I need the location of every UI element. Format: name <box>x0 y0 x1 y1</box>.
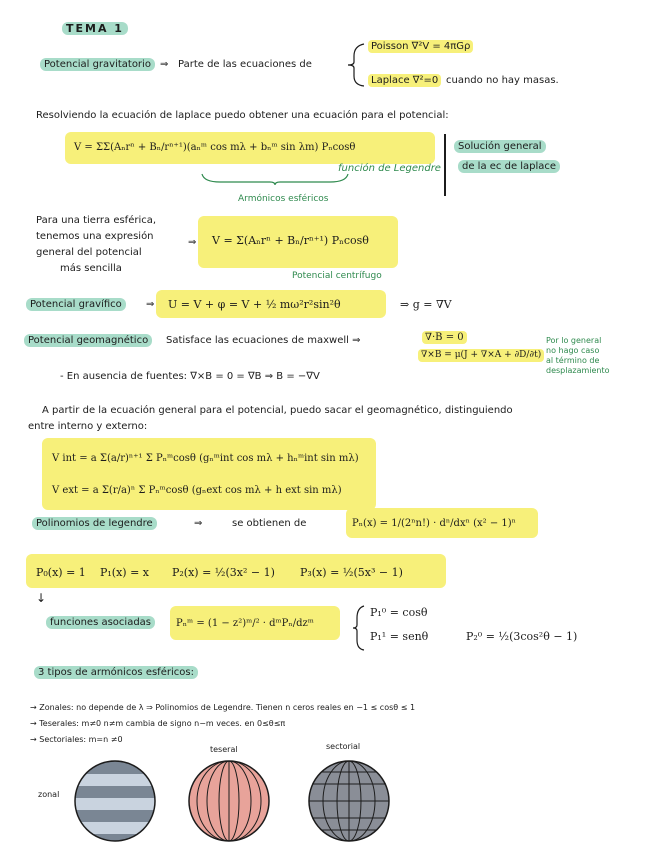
tipo-teserales: → Teserales: m≠0 n≠m cambia de signo n−m veces. en 0≤θ≤π <box>30 719 286 728</box>
underbrace-icon <box>200 172 350 186</box>
solucion-line2: de la ec de laplace <box>458 160 560 173</box>
maxwell-note-3: al término de <box>546 356 600 365</box>
page-title: TEMA 1 <box>62 22 128 35</box>
tierra-line-3: general del potencial <box>36 247 142 258</box>
poisson-eq: Poisson ∇²V = 4πGρ <box>368 40 473 53</box>
solucion-line1: Solución general <box>454 140 546 153</box>
gravifico-eq: U = V + φ = V + ½ mω²r²sin²θ <box>168 298 341 311</box>
sectorial-sphere <box>306 758 392 844</box>
asociadas-label: funciones asociadas <box>46 616 155 629</box>
brace-icon <box>346 42 366 88</box>
geomag-label: Potencial geomagnético <box>24 334 152 347</box>
p0-eq: P₀(x) = 1 <box>36 566 86 579</box>
pot-grav-label: Potencial gravitatorio <box>40 58 155 71</box>
maxwell-note-4: desplazamiento <box>546 366 610 375</box>
partir-line-1: A partir de la ecuación general para el potencial, puedo sacar el geomagnético, distinguiendo <box>42 405 513 416</box>
teseral-label: teseral <box>210 745 238 754</box>
gravifico-result: ⇒ g = ∇V <box>400 298 452 311</box>
sectorial-label: sectorial <box>326 742 361 751</box>
tierra-arrow: ⇒ <box>188 237 197 248</box>
ausencia-text: - En ausencia de fuentes: ∇×B = 0 = ∇B ⇒ B = −∇V <box>60 371 320 382</box>
pot-grav-text: Parte de las ecuaciones de <box>178 59 312 70</box>
armonicas-note: Armónicos esféricos <box>238 194 329 204</box>
p2-eq: P₂(x) = ½(3x² − 1) <box>172 566 275 579</box>
polinomios-text: se obtienen de <box>232 518 307 529</box>
resolviendo-text: Resolviendo la ecuación de laplace puedo obtener una ecuación para el potencial: <box>36 110 449 121</box>
general-eq: V = ΣΣ(Aₙrⁿ + Bₙ/rⁿ⁺¹)(aₙᵐ cos mλ + bₙᵐ sin λm) Pₙcosθ <box>74 142 356 153</box>
geomag-text: Satisface las ecuaciones de maxwell ⇒ <box>166 335 361 346</box>
tierra-line-4: más sencilla <box>60 263 122 274</box>
laplace-note: cuando no hay masas. <box>446 75 559 86</box>
asociadas-eq: Pₙᵐ = (1 − z²)ᵐ/² · dᵐPₙ/dzᵐ <box>176 618 314 629</box>
maxwell-note-2: no hago caso <box>546 346 600 355</box>
maxwell-eq-2: ∇×B = μ(J + ∇×A + ∂D/∂t) <box>418 349 544 362</box>
legendre-note: función de Legendre <box>338 163 441 174</box>
tierra-line-2: tenemos una expresión <box>36 231 154 242</box>
teseral-sphere <box>186 758 272 844</box>
polinomios-eq: Pₙ(x) = 1/(2ⁿn!) · dⁿ/dxⁿ (x² − 1)ⁿ <box>352 518 516 529</box>
laplace-eq: Laplace ∇²=0 <box>368 74 441 87</box>
divider-line <box>444 134 446 196</box>
p11-eq: P₁¹ = senθ <box>370 630 429 643</box>
gravifico-label: Potencial gravífico <box>26 298 126 311</box>
tipos-heading: 3 tipos de armónicos esféricos: <box>34 666 198 679</box>
p1-eq: P₁(x) = x <box>100 566 150 579</box>
maxwell-note-1: Por lo general <box>546 336 602 345</box>
vint-vext-box <box>42 438 376 510</box>
partir-line-2: entre interno y externo: <box>28 421 148 432</box>
brace-icon-2 <box>352 604 366 652</box>
vint-eq: V int = a Σ(a/r)ⁿ⁺¹ Σ Pₙᵐcosθ (gₙᵐint cos mλ + hₙᵐint sin mλ) <box>52 453 359 464</box>
centrifugo-note: Potencial centrífugo <box>292 271 382 281</box>
zonal-sphere <box>72 758 158 844</box>
down-arrow: ↓ <box>36 591 47 605</box>
gravifico-arrow: ⇒ <box>146 299 155 310</box>
p20-eq: P₂⁰ = ½(3cos²θ − 1) <box>466 630 578 643</box>
pot-grav-arrow: ⇒ <box>160 59 169 70</box>
tierra-eq: V = Σ(Aₙrⁿ + Bₙ/rⁿ⁺¹) Pₙcosθ <box>212 234 369 247</box>
vext-eq: V ext = a Σ(r/a)ⁿ Σ Pₙᵐcosθ (gₙext cos mλ + h ext sin mλ) <box>52 485 342 496</box>
tipo-sectoriales: → Sectoriales: m=n ≠0 <box>30 735 123 744</box>
tipo-zonales: → Zonales: no depende de λ ⇒ Polinomios de Legendre. Tienen n ceros reales en −1 ≤ cosθ ≤ 1 <box>30 703 416 712</box>
tierra-line-1: Para una tierra esférica, <box>36 215 157 226</box>
p10-eq: P₁⁰ = cosθ <box>370 606 428 619</box>
polinomios-arrow: ⇒ <box>194 518 203 529</box>
polinomios-label: Polinomios de legendre <box>32 517 157 530</box>
zonal-label: zonal <box>38 790 60 799</box>
p3-eq: P₃(x) = ½(5x³ − 1) <box>300 566 403 579</box>
maxwell-eq-1: ∇·B = 0 <box>422 331 467 344</box>
